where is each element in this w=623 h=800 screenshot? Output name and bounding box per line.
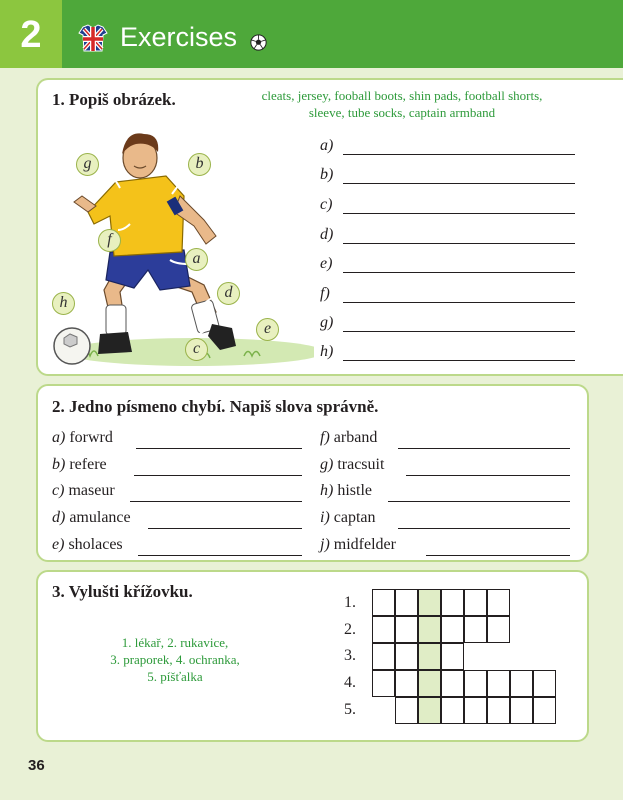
page-title: Exercises [120,22,238,52]
word-letter: d) [52,509,66,526]
answer-line[interactable] [138,555,302,556]
answer-line[interactable] [130,501,302,502]
word-row-f [320,429,572,453]
answer-row-h [320,343,576,367]
crossword-cell[interactable] [510,697,533,724]
answer-letter: g) [320,314,334,331]
answer-letter: f) [320,285,330,302]
crossword-cell[interactable] [510,670,533,697]
word-letter: j) [320,536,330,553]
answer-row-f [320,285,576,309]
crossword-cell[interactable] [487,616,510,643]
label-h: h [52,292,75,315]
misspelled-word: tracsuit [337,456,385,473]
crossword-number-5: 5. [344,701,356,718]
answer-line[interactable] [343,302,575,303]
crossword-cell[interactable] [441,616,464,643]
word-row-j [320,536,572,560]
crossword-cell[interactable] [372,589,395,616]
crossword-number-1: 1. [344,594,356,611]
answer-line[interactable] [343,154,575,155]
answer-line[interactable] [343,331,575,332]
crossword-cell[interactable] [418,616,441,643]
crossword-number-4: 4. [344,674,356,691]
misspelled-word: forwrd [69,429,113,446]
misspelled-word: refere [69,456,107,473]
word-letter: b) [52,456,66,473]
word-letter: i) [320,509,330,526]
word-row-d [52,509,302,533]
crossword-cell[interactable] [441,589,464,616]
exercise-1-title: 1. Popiš obrázek. [52,90,176,109]
crossword-cell[interactable] [418,589,441,616]
crossword-cell[interactable] [372,643,395,670]
word-letter: c) [52,482,65,499]
misspelled-word: captan [333,509,376,526]
answer-letter: b) [320,166,334,183]
label-d: d [217,282,240,305]
label-a: a [185,248,208,271]
answer-letter: c) [320,196,333,213]
clue-line-2: 3. praporek, 4. ochranka, [110,652,240,667]
answer-row-g [320,314,576,338]
crossword-cell[interactable] [418,670,441,697]
answer-line[interactable] [136,448,302,449]
crossword-cell[interactable] [487,589,510,616]
wordbank [222,87,582,121]
answer-line[interactable] [134,475,302,476]
answer-row-b [320,166,576,190]
answer-letter: e) [320,255,333,272]
wordbank-line-1: cleats, jersey, fooball boots, shin pads, football shorts, [261,88,543,103]
crossword-clues [80,634,270,685]
answer-line[interactable] [406,475,570,476]
misspelled-word: midfelder [333,536,396,553]
misspelled-word: sholaces [68,536,123,553]
word-row-c [52,482,302,506]
answer-line[interactable] [426,555,570,556]
label-f: f [98,229,121,252]
crossword-cell[interactable] [395,670,418,697]
answer-line[interactable] [388,501,570,502]
answer-row-c [320,196,576,220]
crossword-cell[interactable] [395,616,418,643]
word-letter: a) [52,429,66,446]
answer-line[interactable] [148,528,302,529]
crossword-cell[interactable] [464,697,487,724]
crossword-cell[interactable] [395,697,418,724]
crossword-cell[interactable] [395,589,418,616]
crossword-cell[interactable] [418,643,441,670]
crossword-cell[interactable] [487,697,510,724]
crossword-cell[interactable] [464,670,487,697]
crossword-cell[interactable] [418,697,441,724]
wordbank-line-2: sleeve, tube socks, captain armband [308,105,496,120]
word-row-g [320,456,572,480]
answer-line[interactable] [343,360,575,361]
answer-row-e [320,255,576,279]
misspelled-word: arband [333,429,378,446]
answer-row-d [320,226,576,250]
answer-letter: d) [320,226,334,243]
crossword-number-3: 3. [344,647,356,664]
word-row-e [52,536,302,560]
clue-line-3: 5. píšťalka [147,669,203,684]
label-e: e [256,318,279,341]
page-header [0,0,623,68]
label-b: b [188,153,211,176]
misspelled-word: maseur [68,482,115,499]
label-c: c [185,338,208,361]
word-letter: f) [320,429,330,446]
crossword-cell[interactable] [441,670,464,697]
page-number: 36 [28,757,45,774]
crossword-cell[interactable] [464,589,487,616]
label-g: g [76,153,99,176]
misspelled-word: histle [337,482,372,499]
soccer-ball-icon [250,34,267,51]
word-letter: h) [320,482,334,499]
crossword-cell[interactable] [372,616,395,643]
crossword-cell[interactable] [441,643,464,670]
answer-line[interactable] [343,183,575,184]
crossword-cell[interactable] [372,670,395,697]
answer-line[interactable] [343,243,575,244]
word-letter: e) [52,536,65,553]
answer-line[interactable] [398,448,570,449]
word-row-i [320,509,572,533]
word-row-h [320,482,572,506]
exercise-2-title: 2. Jedno písmeno chybí. Napiš slova správně. [52,397,379,416]
answer-line[interactable] [343,213,575,214]
answer-row-a [320,137,576,161]
clue-line-1: 1. lékař, 2. rukavice, [121,635,229,650]
answer-line[interactable] [343,272,575,273]
crossword-cell[interactable] [533,670,556,697]
exercise-3-title: 3. Vylušti křížovku. [52,582,193,601]
unit-number: 2 [0,0,62,68]
crossword-cell[interactable] [464,616,487,643]
uk-flag-icon [78,24,108,52]
crossword-cell[interactable] [533,697,556,724]
crossword-cell[interactable] [395,643,418,670]
misspelled-word: amulance [69,509,131,526]
answer-letter: a) [320,137,334,154]
answer-letter: h) [320,343,334,360]
crossword-cell[interactable] [441,697,464,724]
crossword-cell[interactable] [487,670,510,697]
crossword-number-2: 2. [344,621,356,638]
word-row-b [52,456,302,480]
word-letter: g) [320,456,334,473]
word-row-a [52,429,302,453]
answer-line[interactable] [398,528,570,529]
